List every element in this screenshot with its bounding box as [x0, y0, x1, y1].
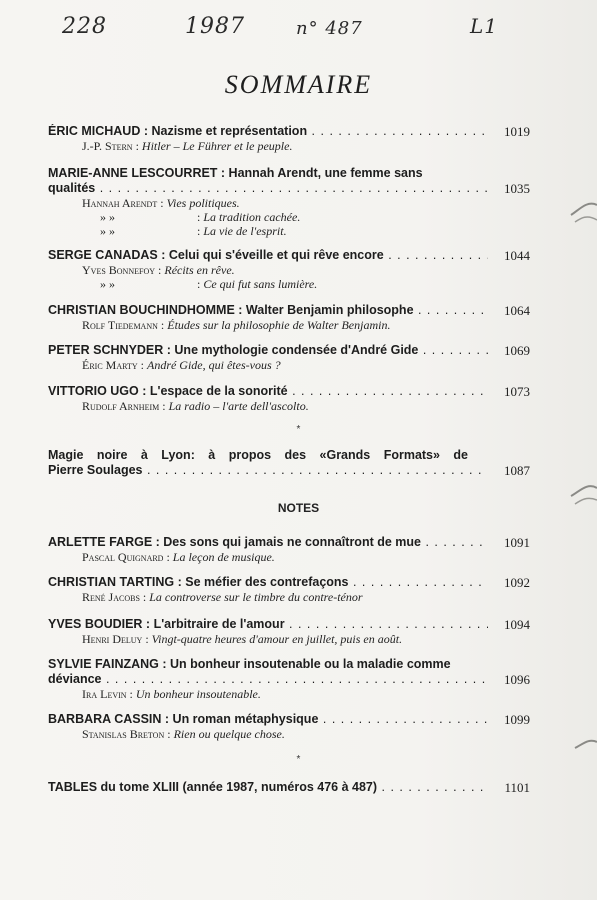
note-heading: CHRISTIAN TARTING : Se méfier des contrefaçons . . .: [48, 575, 488, 590]
page-number: 1087: [504, 463, 530, 478]
page-number: 1035: [504, 181, 530, 196]
note-heading: BARBARA CASSIN : Un roman métaphysique . . .: [48, 712, 488, 727]
toc-entry: [48, 124, 528, 153]
toc-entry: [48, 303, 528, 332]
note-heading-cont: déviance . . .: [48, 672, 488, 687]
entry-heading: ÉRIC MICHAUD : Nazisme et représentation . . .: [48, 124, 488, 139]
sub-author: » »: [100, 210, 115, 224]
note-entry: [48, 712, 528, 741]
sub-work: La leçon de musique.: [172, 550, 275, 564]
sub-work: Rien ou quelque chose.: [173, 727, 285, 741]
page-number: 1019: [504, 124, 530, 139]
entry-heading: CHRISTIAN BOUCHINDHOMME : Walter Benjamin philosophe . . .: [48, 303, 488, 318]
sub-author: Ira Levin: [82, 687, 127, 701]
page-number: 1094: [504, 617, 530, 632]
entry-sub: Rudolf Arnheim : La radio – l'arte dell'ascolto.: [82, 399, 309, 413]
note-sub: Stanislas Breton : Rien ou quelque chose.: [82, 727, 285, 741]
entry-sub: Yves Bonnefoy : Récits en rêve.: [82, 263, 235, 277]
handwritten-issue: n° 487: [296, 18, 363, 39]
sub-author: Rolf Tiedemann: [82, 318, 158, 332]
entry-sub: » » : La tradition cachée.: [48, 210, 528, 224]
entry-sub: J.-P. Stern : Hitler – Le Führer et le peuple.: [82, 139, 293, 153]
entry-sub: Rolf Tiedemann : Études sur la philosophie de Walter Benjamin.: [82, 318, 391, 332]
note-sub: René Jacobs : La controverse sur le timbre du contre-ténor: [82, 590, 363, 604]
entry-sub: Éric Marty : André Gide, qui êtes-vous ?: [82, 358, 281, 372]
sub-work: La vie de l'esprit.: [203, 224, 287, 238]
entry-heading: VITTORIO UGO : L'espace de la sonorité . . .: [48, 384, 488, 399]
sub-author: Hannah Arendt: [82, 196, 158, 210]
sub-work: La controverse sur le timbre du contre-ténor: [149, 590, 363, 604]
special-heading: Magie noire à Lyon: à propos des «Grands Formats» de: [48, 448, 468, 462]
toc-entry: [48, 343, 528, 372]
page-number: 1099: [504, 712, 530, 727]
sub-author: J.-P. Stern: [82, 139, 133, 153]
handwritten-number: 228: [62, 14, 107, 39]
sub-author: Rudolf Arnheim: [82, 399, 160, 413]
sub-author: Stanislas Breton: [82, 727, 165, 741]
sub-work: La tradition cachée.: [203, 210, 301, 224]
entry-sub: » » : Ce qui fut sans lumière.: [48, 277, 528, 291]
page-number: 1096: [504, 672, 530, 687]
toc-entry: [48, 384, 528, 413]
sub-author: » »: [100, 277, 115, 291]
note-heading: SYLVIE FAINZANG : Un bonheur insoutenable ou la maladie comme: [48, 657, 451, 671]
separator-star: *: [296, 754, 301, 765]
tables-heading: TABLES du tome XLIII (année 1987, numéros 476 à 487) . . .: [48, 780, 488, 795]
entry-heading: MARIE-ANNE LESCOURRET : Hannah Arendt, une femme sans: [48, 166, 423, 180]
page-number: 1064: [504, 303, 530, 318]
sub-work: Études sur la philosophie de Walter Benjamin.: [167, 318, 391, 332]
special-heading-cont: Pierre Soulages . . .: [48, 463, 488, 478]
sub-author: René Jacobs: [82, 590, 140, 604]
toc-entry: [48, 248, 528, 291]
sub-work: Hitler – Le Führer et le peuple.: [141, 139, 293, 153]
entry-heading-cont: qualités . . .: [48, 181, 488, 196]
page-number: 1044: [504, 248, 530, 263]
page-number: 1091: [504, 535, 530, 550]
note-heading: ARLETTE FARGE : Des sons qui jamais ne connaîtront de mue . . .: [48, 535, 488, 550]
sub-author: Henri Deluy: [82, 632, 143, 646]
note-entry: [48, 575, 528, 604]
note-sub: Ira Levin : Un bonheur insoutenable.: [82, 687, 261, 701]
note-sub: Pascal Quignard : La leçon de musique.: [82, 550, 275, 564]
entry-heading: PETER SCHNYDER : Une mythologie condensée d'André Gide . . .: [48, 343, 488, 358]
sub-author: Yves Bonnefoy: [82, 263, 156, 277]
sub-work: Ce qui fut sans lumière.: [203, 277, 318, 291]
binding-thread-icon: [557, 0, 597, 900]
entry-heading: SERGE CANADAS : Celui qui s'éveille et qui rêve encore . . .: [48, 248, 488, 263]
toc-entry-special: [48, 448, 528, 478]
entry-sub: Hannah Arendt : Vies politiques.: [82, 196, 240, 210]
page-number: 1101: [504, 780, 530, 795]
note-heading: YVES BOUDIER : L'arbitraire de l'amour . . .: [48, 617, 488, 632]
entry-sub: » » : La vie de l'esprit.: [48, 224, 528, 238]
note-entry: [48, 535, 528, 564]
page-title: SOMMAIRE: [224, 70, 373, 99]
page-number: 1073: [504, 384, 530, 399]
separator-star: *: [296, 424, 301, 435]
tables-entry: [48, 780, 528, 795]
handwritten-year: 1987: [185, 14, 245, 39]
page-number: 1069: [504, 343, 530, 358]
sub-work: Vies politiques.: [166, 196, 240, 210]
toc-entry: [48, 166, 528, 238]
note-entry: [48, 617, 528, 646]
sub-work: Un bonheur insoutenable.: [135, 687, 261, 701]
page-number: 1092: [504, 575, 530, 590]
sub-author: Pascal Quignard: [82, 550, 164, 564]
sub-work: André Gide, qui êtes-vous ?: [146, 358, 281, 372]
notes-heading: NOTES: [277, 501, 320, 515]
sub-work: Récits en rêve.: [164, 263, 235, 277]
note-entry: [48, 657, 528, 701]
sub-work: La radio – l'arte dell'ascolto.: [168, 399, 309, 413]
handwritten-mark: L1: [470, 14, 499, 38]
sub-author: Éric Marty: [82, 358, 138, 372]
note-sub: Henri Deluy : Vingt-quatre heures d'amour en juillet, puis en août.: [82, 632, 403, 646]
sub-author: » »: [100, 224, 115, 238]
sub-work: Vingt-quatre heures d'amour en juillet, puis en août.: [151, 632, 403, 646]
